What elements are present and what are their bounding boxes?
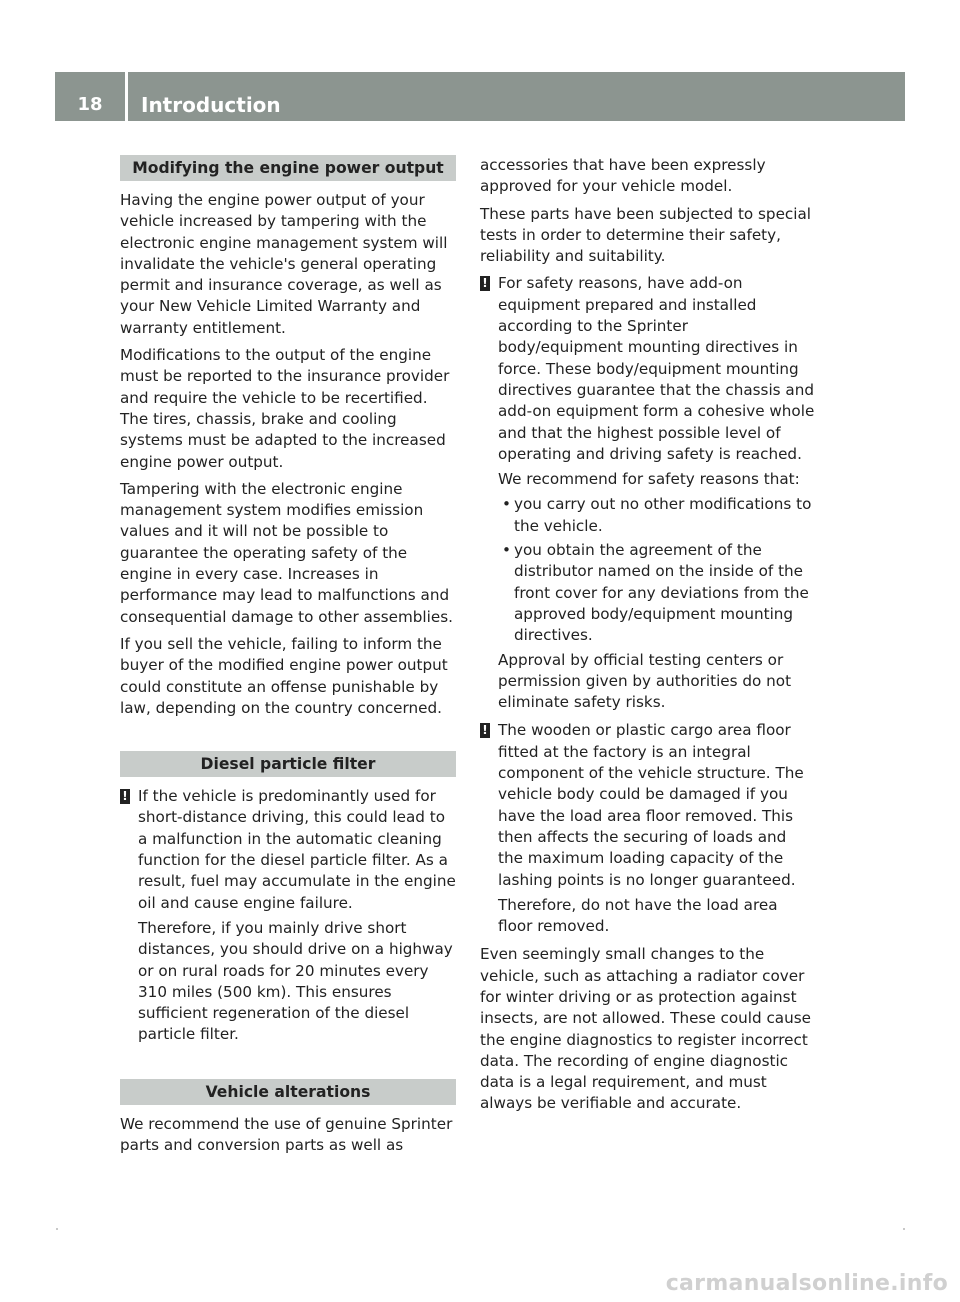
section-heading-vehicle-alterations: Vehicle alterations — [120, 1079, 456, 1105]
list-item — [498, 540, 816, 646]
paragraph: These parts have been subjected to special tests in order to determine their safety, reliability and suitability. — [480, 204, 812, 266]
warning-text: The wooden or plastic cargo area floor fitted at the factory is an integral component of the vehicle structure. The vehicle body could be damaged if you have the load area floor removed. This then affects the securing of loads and the maximum loading capacity of the lashing points is no longer guaranteed. — [498, 721, 804, 889]
section-heading-engine-power: Modifying the engine power output — [120, 155, 456, 181]
warning-text: If the vehicle is predominantly used for short-distance driving, this could lead to a malfunction in the automatic cleaning function for the diesel particle filter. As a result, fuel may accumulate in the engine oil and cause engine failure. — [138, 787, 456, 912]
bullet-list — [498, 494, 816, 646]
page-number: 18 — [77, 94, 103, 115]
warning-text: Therefore, if you mainly drive short distances, you should drive on a highway or on rural roads for 20 minutes every 310 miles (500 km). This ensures sufficient regeneration of the diesel particle filter. — [138, 918, 453, 1044]
bullet-icon: • — [502, 541, 511, 560]
list-item-text: you obtain the agreement of the distributor named on the inside of the front cover for any deviations from the approved body/equipment mounting directives. — [514, 541, 809, 645]
crop-mark — [903, 1228, 905, 1230]
paragraph: Modifications to the output of the engine must be reported to the insurance provider and require the vehicle to be recertified. The tires, chassis, brake and cooling systems must be adapted to the increased engine power output. — [120, 346, 450, 471]
chapter-title: Introduction — [141, 93, 281, 117]
left-column — [120, 155, 456, 1162]
paragraph: We recommend the use of genuine Sprinter parts and conversion parts as well as — [120, 1114, 453, 1154]
paragraph: Having the engine power output of your vehicle increased by tampering with the electronic engine management system will invalidate the vehicle's general operating permit and insurance coverage, as well as your New Vehicle Limited Warranty and warranty entitlement. — [120, 191, 448, 337]
right-column — [480, 155, 816, 1121]
list-item-text: you carry out no other modifications to the vehicle. — [514, 495, 812, 535]
warning-icon: ! — [480, 723, 490, 738]
paragraph: accessories that have been expressly approved for your vehicle model. — [480, 156, 766, 196]
crop-mark — [56, 1228, 58, 1230]
paragraph: Even seemingly small changes to the vehicle, such as attaching a radiator cover for winter driving or as protection against insects, are not allowed. These could cause the engine diagnostics to register incorrect data. The recording of engine diagnostic data is a legal requirement, and must always be verifiable and accurate. — [480, 945, 811, 1113]
warning-text: We recommend for safety reasons that: — [498, 470, 800, 489]
warning-text: Approval by official testing centers or permission given by authorities do not eliminate safety risks. — [498, 650, 792, 712]
watermark: carmanualsonline.info — [665, 1271, 948, 1296]
list-item — [498, 494, 816, 537]
paragraph: If you sell the vehicle, failing to inform the buyer of the modified engine power output could constitute an offense punishable by law, depending on the country concerned. — [120, 634, 448, 717]
bullet-icon: • — [502, 495, 511, 514]
warning-icon: ! — [120, 789, 130, 804]
warning-text: For safety reasons, have add-on equipment prepared and installed according to the Sprinter body/equipment mounting directives in force. These body/equipment mounting directives guarantee that the chassis and add-on equipment form a cohesive whole and that the highest possible level of operating and driving safety is reached. — [498, 274, 815, 463]
warning-text: Therefore, do not have the load area floor removed. — [498, 895, 778, 936]
warning-note — [480, 720, 816, 937]
warning-icon: ! — [480, 276, 490, 291]
warning-note — [120, 786, 456, 1046]
warning-note — [480, 273, 816, 713]
paragraph: Tampering with the electronic engine management system modifies emission values and it will not be possible to guarantee the operating safety of the engine in every case. Increases in performance may lead to malfunctions and consequential damage to other assemblies. — [120, 479, 453, 626]
header-divider — [125, 72, 128, 121]
section-heading-diesel-filter: Diesel particle filter — [120, 751, 456, 777]
